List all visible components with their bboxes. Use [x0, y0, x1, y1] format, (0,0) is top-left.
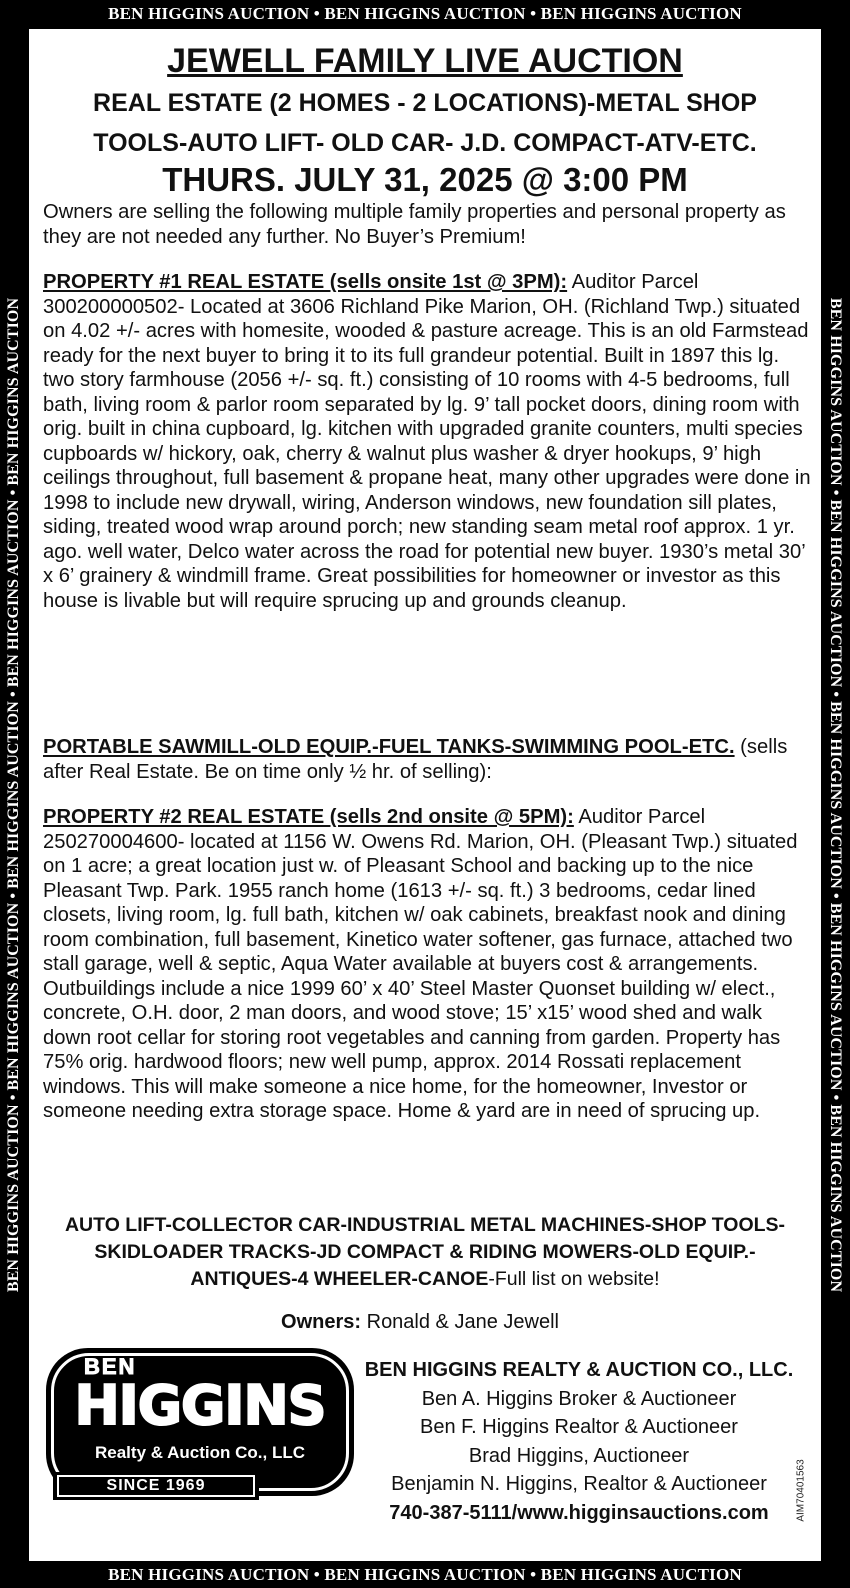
- sawmill-section: [43, 735, 811, 784]
- border-left-banner: [0, 30, 29, 1560]
- highlights-line-3-bold: ANTIQUES-4 WHEELER-CANOE: [190, 1268, 489, 1290]
- company-contact: 740-387-5111/www.higginsauctions.com: [389, 1501, 769, 1524]
- items-highlights: [39, 1212, 811, 1293]
- logo-since-text: SINCE 1969: [57, 1475, 255, 1497]
- staff-3: Brad Higgins, Auctioneer: [468, 1444, 690, 1467]
- subtitle-1: REAL ESTATE (2 HOMES - 2 LOCATIONS)-METAL SHOP: [93, 89, 757, 117]
- property-1-section: [43, 270, 811, 613]
- ad-code: [792, 1449, 808, 1539]
- ad-panel: [29, 29, 821, 1561]
- subtitle-2: TOOLS-AUTO LIFT- OLD CAR- J.D. COMPACT-ATV-ETC.: [93, 129, 757, 157]
- ad-code-text: AIM70401563: [795, 1459, 807, 1522]
- staff-4: Benjamin N. Higgins, Realtor & Auctioneer: [391, 1473, 767, 1495]
- highlights-line-3-plain: -Full list on website!: [488, 1268, 660, 1290]
- sawmill-heading: PORTABLE SAWMILL-OLD EQUIP.-FUEL TANKS-SWIMMING POOL-ETC.: [43, 736, 735, 758]
- property-1-text: Auditor Parcel 300200000502- Located at 3606 Richland Pike Marion, OH. (Richland Twp.) situated on 4.02 +/- acres with homesite, wooded & pasture acreage. This is an old Farmstead ready for the next buyer to bring it to its full grandeur potential. Built in 1897 this lg. two story farmhouse (2056 +/- sq. ft.) consisting of 10 rooms with 4-5 bedrooms, full bath, living room & parlor room separated by lg. 9’ tall pocket doors, dining room with orig. built in china cupboard, lg. kitchen with upgraded granite counters, multi species cupboards w/ hickory, oak, cherry & walnut plus washer & dryer hookups, 9’ high ceilings throughout, full basement & propane heat, many other upgrades were done in 1998 to include new drywall, wiring, Anderson windows, new foundation sill plates, siding, treated wood wrap around porch; new standing seam metal roof approx. 1 yr. ago. well water, Delco water across the road for potential new buyer. 1930’s metal 30’ x 6’ grainery & windmill frame. Great possibilities for homeowner or investor as this house is livable but will require sprucing up and grounds cleanup.: [43, 271, 811, 612]
- owners-names: Ronald & Jane Jewell: [361, 1311, 559, 1333]
- logo-realty-text: Realty & Auction Co., LLC: [95, 1443, 305, 1462]
- logo-since-bar: [53, 1472, 259, 1500]
- property-2-heading: PROPERTY #2 REAL ESTATE (sells 2nd onsite @ 5PM):: [43, 806, 574, 828]
- highlights-line-3: [39, 1266, 811, 1293]
- sawmill-text: (sells after Real Estate. Be on time only ½ hr. of selling):: [43, 736, 788, 783]
- staff-1: Ben A. Higgins Broker & Auctioneer: [421, 1387, 737, 1410]
- property-2-text: Auditor Parcel 250270004600- located at 1156 W. Owens Rd. Marion, OH. (Pleasant Twp.) situated on 1 acre; a great location just w. of Pleasant School and backing up to the nice Pleasant Twp. Park. 1955 ranch home (1613 +/- sq. ft.) 3 bedrooms, cedar lined closets, living room, lg. full bath, kitchen w/ oak cabinets, breakfast nook and dining room combination, full basement, Kinetico water softener, gas furnace, attached two stall garage, well & septic, Aqua Water available at buyers cost & arrangements. Outbuildings include a nice 1999 60’ x 40’ Steel Master Quonset building w/ elect., concrete, O.H. door, 2 man doors, and wood stove; 15’ x15’ wood shed and walk down root cellar for storing root vegetables and canning from garden. Property has 75% orig. hardwood floors; new well pump, approx. 2014 Rossati replacement windows. This will make someone a nice home, for the homeowner, Investor or someone needing extra storage space. Home & yard are in need of sprucing up.: [43, 806, 798, 1122]
- owners-label: Owners:: [281, 1311, 362, 1333]
- staff-2: Ben F. Higgins Realtor & Auctioneer: [420, 1416, 738, 1438]
- border-top-banner: BEN HIGGINS AUCTION • BEN HIGGINS AUCTION • BEN HIGGINS AUCTION: [0, 0, 850, 28]
- property-1-heading: PROPERTY #1 REAL ESTATE (sells onsite 1st @ 3PM):: [43, 271, 568, 293]
- intro-paragraph: [43, 200, 811, 249]
- logo-higgins-text: HIGGINS: [74, 1374, 326, 1437]
- border-right-banner: [821, 30, 850, 1560]
- company-name: BEN HIGGINS REALTY & AUCTION CO., LLC.: [364, 1359, 794, 1381]
- intro-text: Owners are selling the following multiple family properties and personal property as they are not needed any further. No Buyer’s Premium!: [43, 201, 786, 248]
- highlights-line-1: AUTO LIFT-COLLECTOR CAR-INDUSTRIAL METAL MACHINES-SHOP TOOLS-: [64, 1214, 786, 1236]
- border-left-text: BEN HIGGINS AUCTION • BEN HIGGINS AUCTION • BEN HIGGINS AUCTION • BEN HIGGINS AUCTION • BEN HIGGINS AUCTION: [5, 297, 23, 1293]
- logo-ben-text: BEN: [84, 1354, 137, 1379]
- property-2-section: [43, 805, 811, 1124]
- company-info: [364, 1356, 794, 1527]
- highlights-line-2: SKIDLOADER TRACKS-JD COMPACT & RIDING MOWERS-OLD EQUIP.-: [94, 1241, 756, 1263]
- page-title: JEWELL FAMILY LIVE AUCTION: [167, 42, 683, 80]
- auction-date: THURS. JULY 31, 2025 @ 3:00 PM: [162, 161, 688, 198]
- owners-line: [29, 1311, 811, 1334]
- border-right-text: BEN HIGGINS AUCTION • BEN HIGGINS AUCTION • BEN HIGGINS AUCTION • BEN HIGGINS AUCTION • BEN HIGGINS AUCTION: [827, 297, 845, 1293]
- border-bottom-banner: BEN HIGGINS AUCTION • BEN HIGGINS AUCTION • BEN HIGGINS AUCTION: [0, 1561, 850, 1588]
